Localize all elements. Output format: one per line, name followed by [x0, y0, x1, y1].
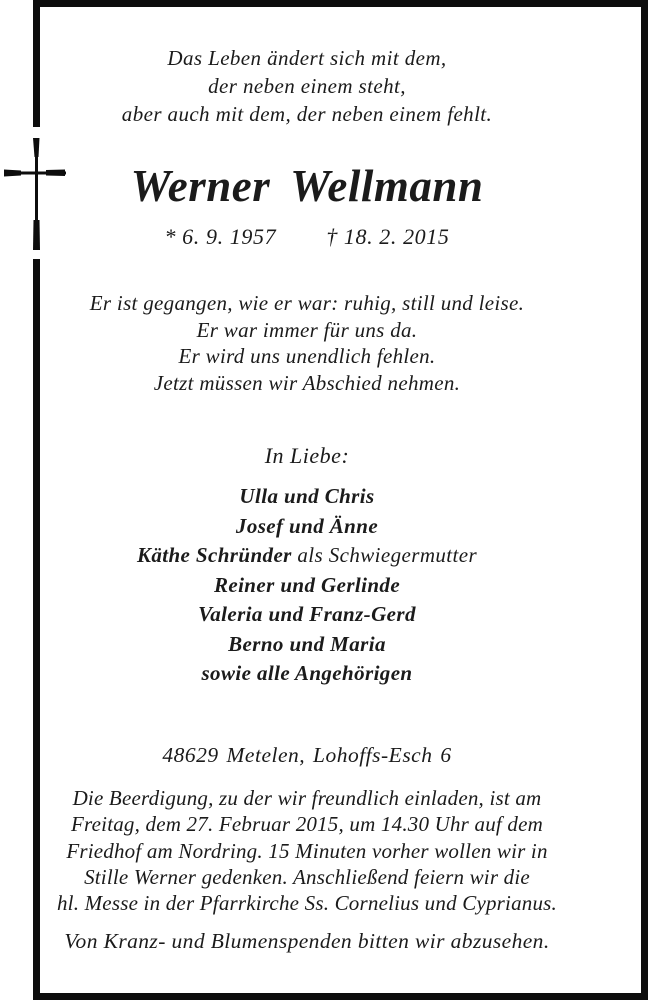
mourner-row: [42, 630, 572, 660]
tribute-verse: [42, 290, 572, 396]
funeral-info-line: Die Beerdigung, zu der wir freundlich einladen, ist am: [72, 786, 542, 810]
mourner-row: [42, 512, 572, 542]
death-date: † 18. 2. 2015: [326, 224, 450, 249]
deceased-name: Werner Wellmann: [130, 161, 484, 211]
funeral-info-line: hl. Messe in der Pfarrkirche Ss. Cornelius und Cyprianus.: [56, 891, 557, 916]
life-dates: [42, 224, 572, 250]
mourner-relation: als Schwiegermutter: [291, 543, 478, 567]
tribute-line: Er war immer für uns da.: [196, 317, 418, 342]
mourner-names: Valeria und Franz-Gerd: [198, 602, 416, 626]
tribute-line: Er wird uns unendlich fehlen.: [178, 344, 436, 368]
funeral-info-line: Freitag, dem 27. Februar 2015, um 14.30 Uhr auf dem: [71, 812, 543, 837]
mourner-row: [42, 541, 572, 571]
mourner-names: Reiner und Gerlinde: [213, 572, 401, 597]
tribute-line: Er ist gegangen, wie er war: ruhig, still und leise.: [89, 291, 525, 315]
notice-content: [42, 0, 572, 1000]
epigraph-line: aber auch mit dem, der neben einem fehlt.: [121, 102, 493, 126]
epigraph-line: der neben einem steht,: [208, 74, 406, 98]
mourner-row: [42, 482, 572, 512]
mourner-names: Ulla und Chris: [239, 484, 375, 508]
epigraph: [42, 44, 572, 128]
mourner-names: Berno und Maria: [228, 631, 386, 656]
birth-date: * 6. 9. 1957: [164, 224, 277, 249]
mourners-list: [42, 482, 572, 689]
funeral-info: [42, 785, 572, 916]
mourner-names: Käthe Schründer: [136, 543, 292, 567]
mourner-names: Josef und Änne: [235, 513, 379, 538]
tribute-line: Jetzt müssen wir Abschied nehmen.: [153, 370, 461, 395]
mourner-row: [42, 659, 572, 689]
funeral-info-line: Friedhof am Nordring. 15 Minuten vorher wollen wir in: [66, 838, 548, 863]
epigraph-line: Das Leben ändert sich mit dem,: [167, 46, 447, 70]
mourner-row: [42, 571, 572, 601]
mourner-row: [42, 600, 572, 630]
donation-note: Von Kranz- und Blumenspenden bitten wir abzusehen.: [64, 929, 550, 953]
funeral-info-line: Stille Werner gedenken. Anschließend feiern wir die: [84, 864, 530, 889]
address-line: 48629 Metelen, Lohoffs-Esch 6: [162, 743, 452, 767]
in-love-label: In Liebe:: [264, 443, 350, 468]
mourner-names: sowie alle Angehörigen: [201, 661, 413, 685]
